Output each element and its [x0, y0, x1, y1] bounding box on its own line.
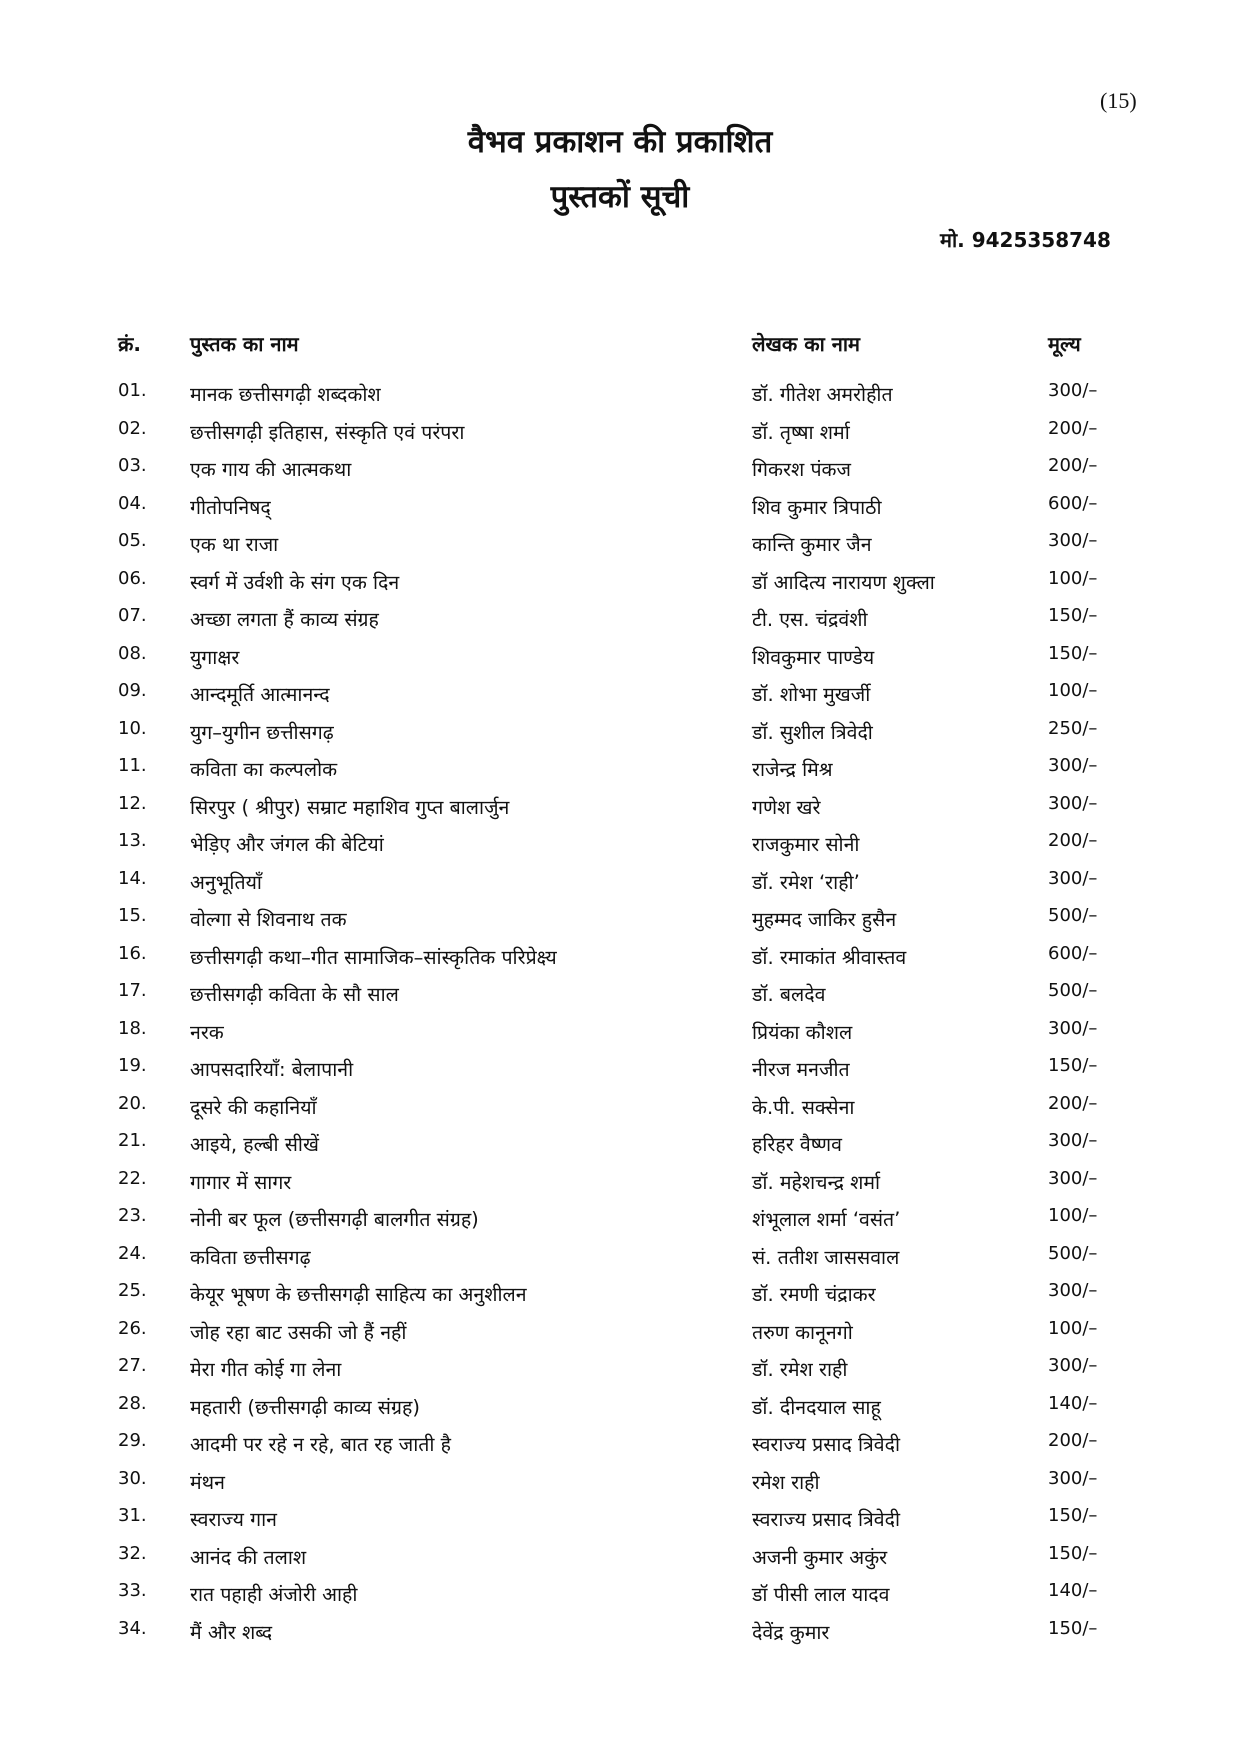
book-author: अजनी कुमार अकुंर: [752, 1545, 888, 1569]
book-author: शंभूलाल शर्मा ‘वसंत’: [752, 1208, 901, 1231]
book-price: 140/–: [1048, 1580, 1098, 1601]
book-price: 500/–: [1048, 980, 1098, 1001]
book-author: नीरज मनजीत: [752, 1058, 850, 1081]
book-price: 140/–: [1048, 1392, 1098, 1414]
table-row: [0, 943, 1240, 977]
book-price: 200/–: [1048, 1430, 1098, 1451]
book-price: 150/–: [1048, 1055, 1098, 1076]
table-row: [0, 793, 1240, 827]
book-serial: 29.: [118, 1430, 147, 1451]
book-price: 300/–: [1048, 867, 1098, 889]
book-serial: 10.: [118, 717, 147, 739]
book-author: शिवकुमार पाण्डेय: [752, 645, 875, 669]
book-serial: 31.: [118, 1505, 147, 1526]
book-serial: 23.: [118, 1205, 147, 1226]
header-price: मूल्य: [1048, 332, 1081, 356]
book-title: आदमी पर रहे न रहे, बात रह जाती है: [190, 1433, 451, 1456]
table-row: [0, 455, 1240, 489]
book-title: नोनी बर फूल (छत्तीसगढ़ी बालगीत संग्रह): [190, 1208, 479, 1231]
table-row: [0, 868, 1240, 902]
book-price: 300/–: [1048, 1280, 1098, 1301]
book-serial: 33.: [118, 1580, 147, 1601]
table-row: [0, 1168, 1240, 1202]
table-row: [0, 1318, 1240, 1352]
table-row: [0, 1018, 1240, 1052]
book-price: 300/–: [1048, 380, 1098, 401]
book-price: 100/–: [1048, 680, 1098, 701]
book-author: सं. ततीश जाससवाल: [752, 1245, 900, 1269]
book-title: गागार में सागर: [190, 1170, 292, 1194]
book-title: सिरपुर ( श्रीपुर) सम्राट महाशिव गुप्त बालार्जुन: [190, 795, 510, 819]
table-row: [0, 568, 1240, 602]
book-serial: 30.: [118, 1467, 147, 1489]
book-serial: 16.: [118, 942, 147, 964]
book-serial: 05.: [118, 530, 147, 551]
book-serial: 06.: [118, 567, 147, 589]
book-author: मुहम्मद जाकिर हुसैन: [752, 908, 897, 931]
table-row: [0, 1055, 1240, 1089]
book-author: डॉ. रमाकांत श्रीवास्तव: [752, 945, 907, 969]
page-title: वैभव प्रकाशन की प्रकाशित: [467, 124, 773, 160]
book-price: 300/–: [1048, 1167, 1098, 1189]
book-author: स्वराज्य प्रसाद त्रिवेदी: [752, 1433, 901, 1456]
book-serial: 14.: [118, 867, 147, 889]
book-price: 200/–: [1048, 417, 1098, 439]
book-author: राजकुमार सोनी: [752, 833, 860, 856]
book-author: रमेश राही: [752, 1470, 820, 1494]
book-price: 150/–: [1048, 1505, 1098, 1526]
table-row: [0, 980, 1240, 1014]
book-title: नरक: [190, 1020, 224, 1044]
book-price: 100/–: [1048, 1317, 1098, 1339]
table-row: [0, 1243, 1240, 1277]
book-serial: 27.: [118, 1355, 147, 1376]
book-price: 200/–: [1048, 830, 1098, 851]
book-serial: 01.: [118, 380, 147, 401]
book-title: आइये, हल्बी सीखें: [190, 1133, 319, 1156]
book-serial: 03.: [118, 455, 147, 476]
book-title: आपसदारियाँ: बेलापानी: [190, 1058, 354, 1081]
book-author: राजेन्द्र मिश्र: [752, 758, 833, 781]
book-price: 150/–: [1048, 1617, 1098, 1639]
book-author: डॉ आदित्य नारायण शुक्ला: [752, 570, 935, 594]
book-price: 300/–: [1048, 530, 1098, 551]
mobile-number: मो. 9425358748: [940, 228, 1111, 252]
table-row: [0, 1355, 1240, 1389]
table-row: [0, 680, 1240, 714]
table-row: [0, 1580, 1240, 1614]
page-subtitle: पुस्तकों सूची: [550, 179, 690, 215]
book-title: मानक छत्तीसगढ़ी शब्दकोश: [190, 383, 381, 406]
table-row: [0, 1543, 1240, 1577]
table-row: [0, 830, 1240, 864]
table-row: [0, 755, 1240, 789]
book-serial: 26.: [118, 1317, 147, 1339]
table-row: [0, 643, 1240, 677]
book-price: 200/–: [1048, 455, 1098, 476]
book-price: 600/–: [1048, 942, 1098, 964]
book-price: 500/–: [1048, 905, 1098, 926]
book-author: कान्ति कुमार जैन: [752, 533, 872, 556]
book-title: भेड़िए और जंगल की बेटियां: [190, 833, 384, 856]
book-serial: 32.: [118, 1542, 147, 1564]
header-author: लेखक का नाम: [752, 332, 860, 356]
book-title: अच्छा लगता हैं काव्य संग्रह: [190, 608, 379, 631]
book-title: जोह रहा बाट उसकी जो हैं नहीं: [190, 1320, 407, 1344]
book-serial: 02.: [118, 417, 147, 439]
table-row: [0, 1430, 1240, 1464]
book-title: छत्तीसगढ़ी कथा–गीत सामाजिक–सांस्कृतिक परिप्रेक्ष्य: [190, 945, 557, 969]
book-serial: 13.: [118, 830, 147, 851]
book-author: डॉ. रमणी चंद्राकर: [752, 1283, 876, 1306]
book-serial: 28.: [118, 1392, 147, 1414]
book-author: डॉ. सुशील त्रिवेदी: [752, 720, 873, 744]
table-row: [0, 418, 1240, 452]
table-row: [0, 1393, 1240, 1427]
table-row: [0, 530, 1240, 564]
book-price: 250/–: [1048, 717, 1098, 739]
table-row: [0, 1618, 1240, 1652]
book-title: रात पहाही अंजोरी आही: [190, 1583, 358, 1606]
book-title: छत्तीसगढ़ी इतिहास, संस्कृति एवं परंपरा: [190, 420, 465, 444]
page-number: (15): [1100, 88, 1137, 113]
header-book-title: पुस्तक का नाम: [190, 332, 299, 356]
book-serial: 08.: [118, 642, 147, 664]
book-title: केयूर भूषण के छत्तीसगढ़ी साहित्य का अनुशीलन: [190, 1283, 527, 1306]
book-title: स्वर्ग में उर्वशी के संग एक दिन: [190, 570, 400, 594]
book-price: 300/–: [1048, 755, 1098, 776]
book-serial: 11.: [118, 755, 147, 776]
book-author: डॉ. गीतेश अमरोहीत: [752, 383, 893, 406]
book-title: वोल्गा से शिवनाथ तक: [190, 908, 347, 931]
book-title: युग–युगीन छत्तीसगढ़: [190, 720, 334, 744]
book-serial: 24.: [118, 1242, 147, 1264]
book-author: डॉ. महेशचन्द्र शर्मा: [752, 1170, 881, 1194]
book-price: 100/–: [1048, 567, 1098, 589]
table-row: [0, 1093, 1240, 1127]
book-title: मंथन: [190, 1470, 225, 1494]
book-author: स्वराज्य प्रसाद त्रिवेदी: [752, 1508, 901, 1531]
book-serial: 34.: [118, 1617, 147, 1639]
book-title: एक गाय की आत्मकथा: [190, 458, 352, 481]
book-title: स्वराज्य गान: [190, 1508, 277, 1531]
book-title: गीतोपनिषद्: [190, 495, 271, 519]
table-row: [0, 1468, 1240, 1502]
book-price: 300/–: [1048, 792, 1098, 814]
book-serial: 15.: [118, 905, 147, 926]
book-serial: 17.: [118, 980, 147, 1001]
book-serial: 22.: [118, 1167, 147, 1189]
book-author: गणेश खरे: [752, 795, 821, 819]
book-author: डॉ. दीनदयाल साहू: [752, 1395, 881, 1419]
book-serial: 07.: [118, 605, 147, 626]
book-serial: 12.: [118, 792, 147, 814]
book-author: देवेंद्र कुमार: [752, 1620, 830, 1644]
book-title: युगाक्षर: [190, 645, 240, 669]
book-title: आनंद की तलाश: [190, 1545, 307, 1569]
table-row: [0, 1280, 1240, 1314]
book-serial: 04.: [118, 492, 147, 514]
book-title: अनुभूतियाँ: [190, 870, 262, 894]
book-title: एक था राजा: [190, 533, 279, 556]
table-row: [0, 493, 1240, 527]
book-title: मेरा गीत कोई गा लेना: [190, 1358, 342, 1381]
book-price: 500/–: [1048, 1242, 1098, 1264]
book-title: मैं और शब्द: [190, 1620, 273, 1644]
table-row: [0, 718, 1240, 752]
book-author: डॉ. तृष्षा शर्मा: [752, 420, 850, 444]
book-author: हरिहर वैष्णव: [752, 1133, 842, 1156]
book-title: कविता का कल्पलोक: [190, 758, 338, 781]
book-title: दूसरे की कहानियाँ: [190, 1095, 317, 1119]
book-author: डॉ. रमेश राही: [752, 1358, 848, 1381]
book-price: 300/–: [1048, 1017, 1098, 1039]
book-serial: 21.: [118, 1130, 147, 1151]
table-row: [0, 605, 1240, 639]
table-row: [0, 1205, 1240, 1239]
book-author: डॉ पीसी लाल यादव: [752, 1583, 890, 1606]
book-serial: 09.: [118, 680, 147, 701]
table-row: [0, 1130, 1240, 1164]
book-serial: 18.: [118, 1017, 147, 1039]
book-price: 600/–: [1048, 492, 1098, 514]
book-title: आन्दमूर्ति आत्मानन्द: [190, 683, 330, 706]
book-title: कविता छत्तीसगढ़: [190, 1245, 311, 1269]
book-author: गिकरश पंकज: [752, 458, 851, 481]
book-price: 300/–: [1048, 1467, 1098, 1489]
book-price: 300/–: [1048, 1355, 1098, 1376]
book-price: 150/–: [1048, 642, 1098, 664]
book-title: छत्तीसगढ़ी कविता के सौ साल: [190, 983, 399, 1006]
book-author: डॉ. रमेश ‘राही’: [752, 870, 860, 894]
book-serial: 20.: [118, 1092, 147, 1114]
book-author: टी. एस. चंद्रवंशी: [752, 608, 868, 631]
book-author: के.पी. सक्सेना: [752, 1095, 855, 1119]
table-row: [0, 1505, 1240, 1539]
book-author: डॉ. शोभा मुखर्जी: [752, 683, 871, 706]
table-header: [0, 330, 1240, 364]
book-title: महतारी (छत्तीसगढ़ी काव्य संग्रह): [190, 1395, 420, 1419]
book-author: तरुण कानूनगो: [752, 1320, 853, 1344]
book-serial: 25.: [118, 1280, 147, 1301]
header-serial: क्रं.: [118, 332, 141, 356]
book-author: डॉ. बलदेव: [752, 983, 826, 1006]
table-row: [0, 380, 1240, 414]
book-price: 200/–: [1048, 1092, 1098, 1114]
table-row: [0, 905, 1240, 939]
book-price: 150/–: [1048, 1542, 1098, 1564]
book-author: शिव कुमार त्रिपाठी: [752, 495, 882, 519]
book-price: 150/–: [1048, 605, 1098, 626]
book-price: 300/–: [1048, 1130, 1098, 1151]
book-serial: 19.: [118, 1055, 147, 1076]
book-price: 100/–: [1048, 1205, 1098, 1226]
book-author: प्रियंका कौशल: [752, 1020, 853, 1044]
